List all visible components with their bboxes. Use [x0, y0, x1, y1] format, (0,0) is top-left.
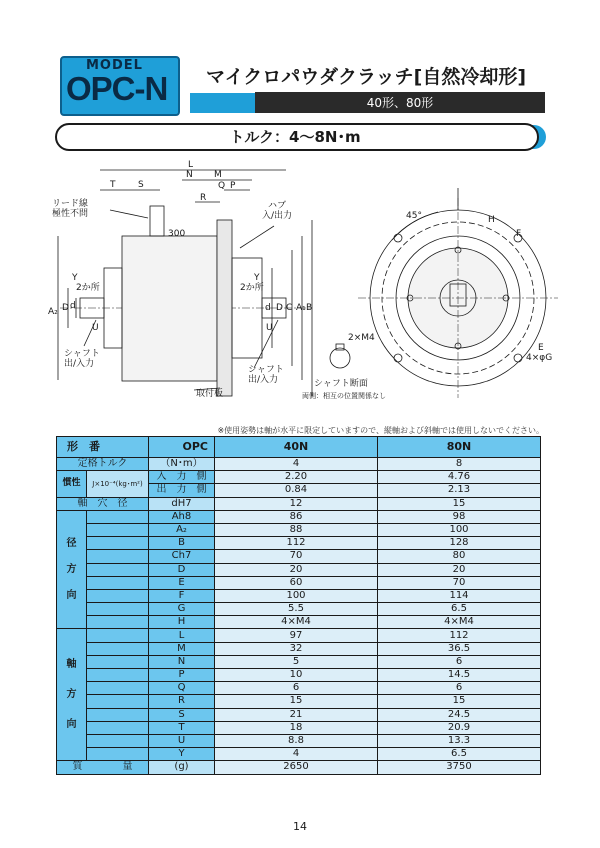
radial-40n: 4×M4 [215, 616, 378, 629]
radial-group [57, 510, 87, 629]
dim-G: 4×φG [526, 353, 553, 363]
radial-40n: 88 [215, 523, 378, 536]
radial-80n: 4×M4 [378, 616, 541, 629]
polarity-label: 極性不問 [52, 209, 89, 219]
radial-80n: 98 [378, 510, 541, 523]
radial-80n: 20 [378, 563, 541, 576]
mass-label: 質 量 [57, 761, 149, 774]
radial-sym: H [149, 616, 215, 629]
axial-40n: 10 [215, 669, 378, 682]
rated-torque-unit: （N･m） [149, 458, 215, 471]
rated-torque-80n: 8 [378, 458, 541, 471]
axial-40n: 6 [215, 682, 378, 695]
inertia-input-80n: 4.76 [378, 471, 541, 484]
radial-sym: A₂ [149, 523, 215, 536]
axial-sym: M [149, 642, 215, 655]
dim-d-left: d [70, 301, 76, 311]
axial-40n: 8.8 [215, 734, 378, 747]
axial-40n: 4 [215, 748, 378, 761]
inertia-input-40n: 2.20 [215, 471, 378, 484]
dim-Y-left: Y [72, 273, 78, 283]
axial-group-char-1: 軸 [66, 658, 77, 670]
axial-80n: 13.3 [378, 734, 541, 747]
dim-E: E [538, 343, 544, 353]
radial-40n: 86 [215, 510, 378, 523]
radial-80n: 128 [378, 537, 541, 550]
page-title: マイクロパウダクラッチ[自然冷却形] [206, 66, 527, 88]
radial-group-char-3: 向 [66, 589, 77, 601]
dim-U-left: U [92, 323, 99, 333]
axial-sym: Y [149, 748, 215, 761]
hub-label: ハブ [268, 201, 287, 211]
taps-right: 2か所 [240, 283, 264, 293]
radial-spacer [87, 537, 149, 550]
dim-C: C [286, 303, 293, 313]
dim-T: T [110, 180, 116, 190]
inertia-output-80n: 2.13 [378, 484, 541, 497]
inertia-group: 慣性 [57, 471, 87, 497]
inertia-input-label: 入 力 側 [149, 471, 215, 484]
mass-40n: 2650 [215, 761, 378, 774]
axial-spacer [87, 721, 149, 734]
radial-spacer [87, 510, 149, 523]
radial-sym: B [149, 537, 215, 550]
axial-80n: 6.5 [378, 748, 541, 761]
axial-40n: 21 [215, 708, 378, 721]
header-80n: 80N [378, 437, 541, 458]
axial-40n: 18 [215, 721, 378, 734]
axial-80n: 20.9 [378, 721, 541, 734]
axial-sym: N [149, 655, 215, 668]
shaft-section-label: シャフト断面 [314, 379, 368, 389]
radial-sym: Ch7 [149, 550, 215, 563]
axial-group-char-2: 方 [66, 688, 77, 700]
mount-plate-label: 取付板 [196, 389, 224, 399]
rated-torque-label: 定格トルク [57, 458, 149, 471]
radial-40n: 112 [215, 537, 378, 550]
usage-note: ※使用姿勢は軸が水平に限定していますので、縦軸および斜軸では使用しないでください。 [217, 426, 544, 435]
radial-40n: 60 [215, 576, 378, 589]
radial-40n: 70 [215, 550, 378, 563]
model-name: OPC-N [66, 70, 168, 107]
bore-unit: dH7 [149, 497, 215, 510]
radial-spacer [87, 589, 149, 602]
page-subtitle: 40形、80形 [366, 96, 434, 110]
hub-io-label: 入/出力 [262, 211, 293, 221]
axial-80n: 24.5 [378, 708, 541, 721]
dim-R: R [200, 193, 207, 203]
radial-40n: 20 [215, 563, 378, 576]
axial-spacer [87, 708, 149, 721]
radial-spacer [87, 523, 149, 536]
radial-40n: 100 [215, 589, 378, 602]
angle-label: 45° [406, 211, 422, 221]
radial-sym: G [149, 603, 215, 616]
axial-group [57, 629, 87, 761]
m4-label: 2×M4 [348, 333, 375, 343]
radial-80n: 80 [378, 550, 541, 563]
axial-80n: 14.5 [378, 669, 541, 682]
mass-80n: 3750 [378, 761, 541, 774]
axial-80n: 15 [378, 695, 541, 708]
header-opc: OPC [149, 437, 215, 458]
radial-40n: 5.5 [215, 603, 378, 616]
axial-sym: T [149, 721, 215, 734]
radial-80n: 100 [378, 523, 541, 536]
dim-N: N [186, 170, 193, 180]
radial-sym: F [149, 589, 215, 602]
technical-drawing [40, 158, 560, 408]
dim-d-right: d [265, 303, 271, 313]
radial-80n: 114 [378, 589, 541, 602]
dim-A2: A₂ [48, 307, 58, 317]
axial-40n: 32 [215, 642, 378, 655]
header-model-label: 形 番 [57, 437, 149, 458]
header-40n: 40N [215, 437, 378, 458]
axial-group-char-3: 向 [66, 718, 77, 730]
axial-sym: Q [149, 682, 215, 695]
axial-80n: 6 [378, 682, 541, 695]
axial-spacer [87, 655, 149, 668]
axial-40n: 5 [215, 655, 378, 668]
taps-left: 2か所 [76, 283, 100, 293]
radial-sym: D [149, 563, 215, 576]
radial-spacer [87, 603, 149, 616]
spec-table [56, 436, 541, 775]
axial-sym: L [149, 629, 215, 642]
dim-M: M [214, 170, 222, 180]
torque-text: トルク：4～8N･m [229, 128, 361, 146]
bore-label: 軸 穴 径 [57, 497, 149, 510]
shaft-left-label: シャフト [64, 349, 100, 359]
dim-S: S [138, 180, 144, 190]
dim-D-right: D [276, 303, 283, 313]
axial-40n: 15 [215, 695, 378, 708]
dim-L: L [188, 160, 194, 170]
axial-sym: U [149, 734, 215, 747]
rated-torque-40n: 4 [215, 458, 378, 471]
radial-sym: E [149, 576, 215, 589]
dim-A1: A₁ [296, 303, 306, 313]
model-label: MODEL [86, 58, 143, 73]
axial-sym: P [149, 669, 215, 682]
bore-40n: 12 [215, 497, 378, 510]
dim-Y-right: Y [254, 273, 260, 283]
axial-sym: R [149, 695, 215, 708]
axial-spacer [87, 669, 149, 682]
axial-spacer [87, 748, 149, 761]
radial-spacer [87, 576, 149, 589]
dim-Q: Q [218, 181, 226, 191]
radial-spacer [87, 550, 149, 563]
axial-spacer [87, 695, 149, 708]
axial-80n: 36.5 [378, 642, 541, 655]
dim-H: H [488, 215, 495, 225]
dim-B: B [306, 303, 313, 313]
radial-spacer [87, 563, 149, 576]
axial-80n: 112 [378, 629, 541, 642]
dim-300: 300 [168, 229, 186, 239]
axial-spacer [87, 629, 149, 642]
radial-group-char-2: 方 [66, 563, 77, 575]
radial-80n: 70 [378, 576, 541, 589]
mass-unit: (g) [149, 761, 215, 774]
radial-group-char-1: 径 [66, 537, 77, 549]
shaft-section-note: 両側：相互の位置関係なし [302, 392, 386, 400]
dim-U-right: U [266, 323, 273, 333]
bore-80n: 15 [378, 497, 541, 510]
axial-spacer [87, 642, 149, 655]
axial-80n: 6 [378, 655, 541, 668]
dim-P: P [230, 181, 236, 191]
axial-spacer [87, 682, 149, 695]
dim-F: F [516, 229, 522, 239]
axial-sym: S [149, 708, 215, 721]
lead-wire-label: リード線 [52, 199, 89, 209]
radial-spacer [87, 616, 149, 629]
shaft-right-label: シャフト [248, 365, 284, 375]
page-number: 14 [293, 820, 307, 833]
radial-80n: 6.5 [378, 603, 541, 616]
shaft-right-io: 出/入力 [248, 375, 279, 385]
shaft-left-io: 出/入力 [64, 359, 95, 369]
inertia-unit: J×10⁻⁴(kg･m²) [87, 471, 149, 497]
axial-40n: 97 [215, 629, 378, 642]
dim-D-left: D [62, 303, 69, 313]
inertia-output-label: 出 力 側 [149, 484, 215, 497]
inertia-output-40n: 0.84 [215, 484, 378, 497]
radial-sym: Ah8 [149, 510, 215, 523]
axial-spacer [87, 734, 149, 747]
